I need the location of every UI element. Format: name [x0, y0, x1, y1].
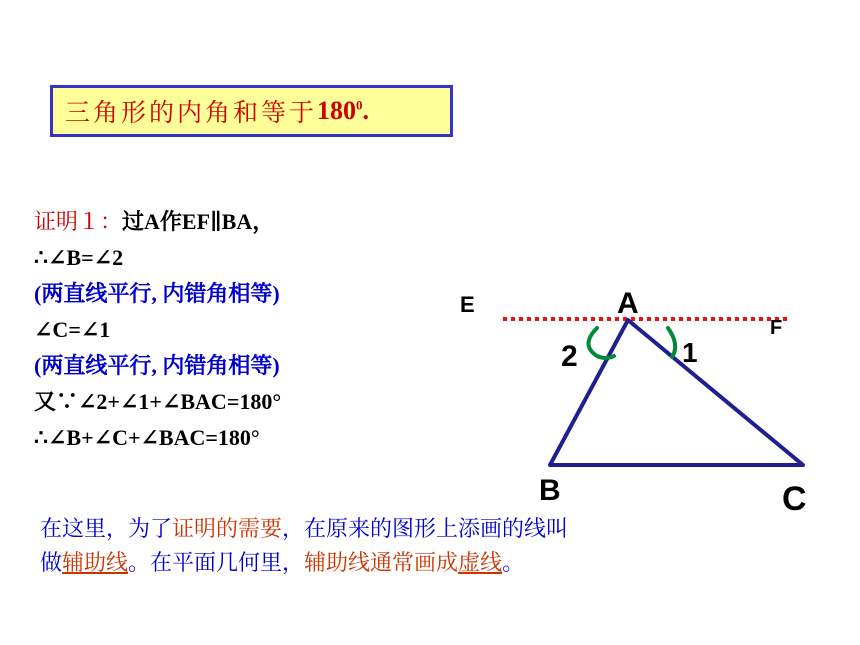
theorem-value: 180 [317, 96, 357, 125]
note-part-2: 证明的需要 [172, 517, 283, 542]
proof-step-1: 过A作EF∥BA， [122, 209, 275, 234]
note-term-auxiliary-line: 辅助线 [62, 551, 129, 576]
note-part-4: 做 [40, 551, 63, 576]
note-part-9: 。 [502, 551, 525, 576]
note-part-1: 在这里，为了 [40, 517, 173, 542]
note-part-3: ，在原来的图形上添画的线叫 [282, 517, 569, 542]
proof-line-5: ∴∠B+∠C+∠BAC=180° [34, 425, 260, 450]
proof-reason-2: (两直线平行, 内错角相等) [34, 353, 280, 378]
label-f: F [770, 317, 783, 339]
proof-line-3: ∠C=∠1 [34, 317, 111, 342]
auxiliary-line-note [40, 513, 840, 581]
label-c: C [782, 480, 807, 518]
proof-line-2: ∴∠B=∠2 [34, 245, 124, 270]
note-part-6: 。在平面几何里， [128, 551, 305, 576]
theorem-period: . [362, 96, 370, 125]
label-angle-1: 1 [682, 337, 698, 368]
proof-line-4: 又∵∠2+∠1+∠BAC=180° [34, 389, 282, 414]
label-b: B [539, 474, 561, 507]
label-angle-2: 2 [561, 340, 578, 373]
note-term-dashed-line: 虚线 [458, 551, 503, 576]
proof-title: 证明１： [34, 210, 123, 235]
label-e: E [460, 292, 475, 317]
note-part-7: 辅助线通常画成 [304, 551, 459, 576]
theorem-text: 三角形的内角和等于 [65, 98, 318, 127]
label-a: A [617, 287, 639, 320]
theorem-superscript: 0 [356, 97, 363, 113]
proof-reason-1: (两直线平行, 内错角相等) [34, 281, 280, 306]
